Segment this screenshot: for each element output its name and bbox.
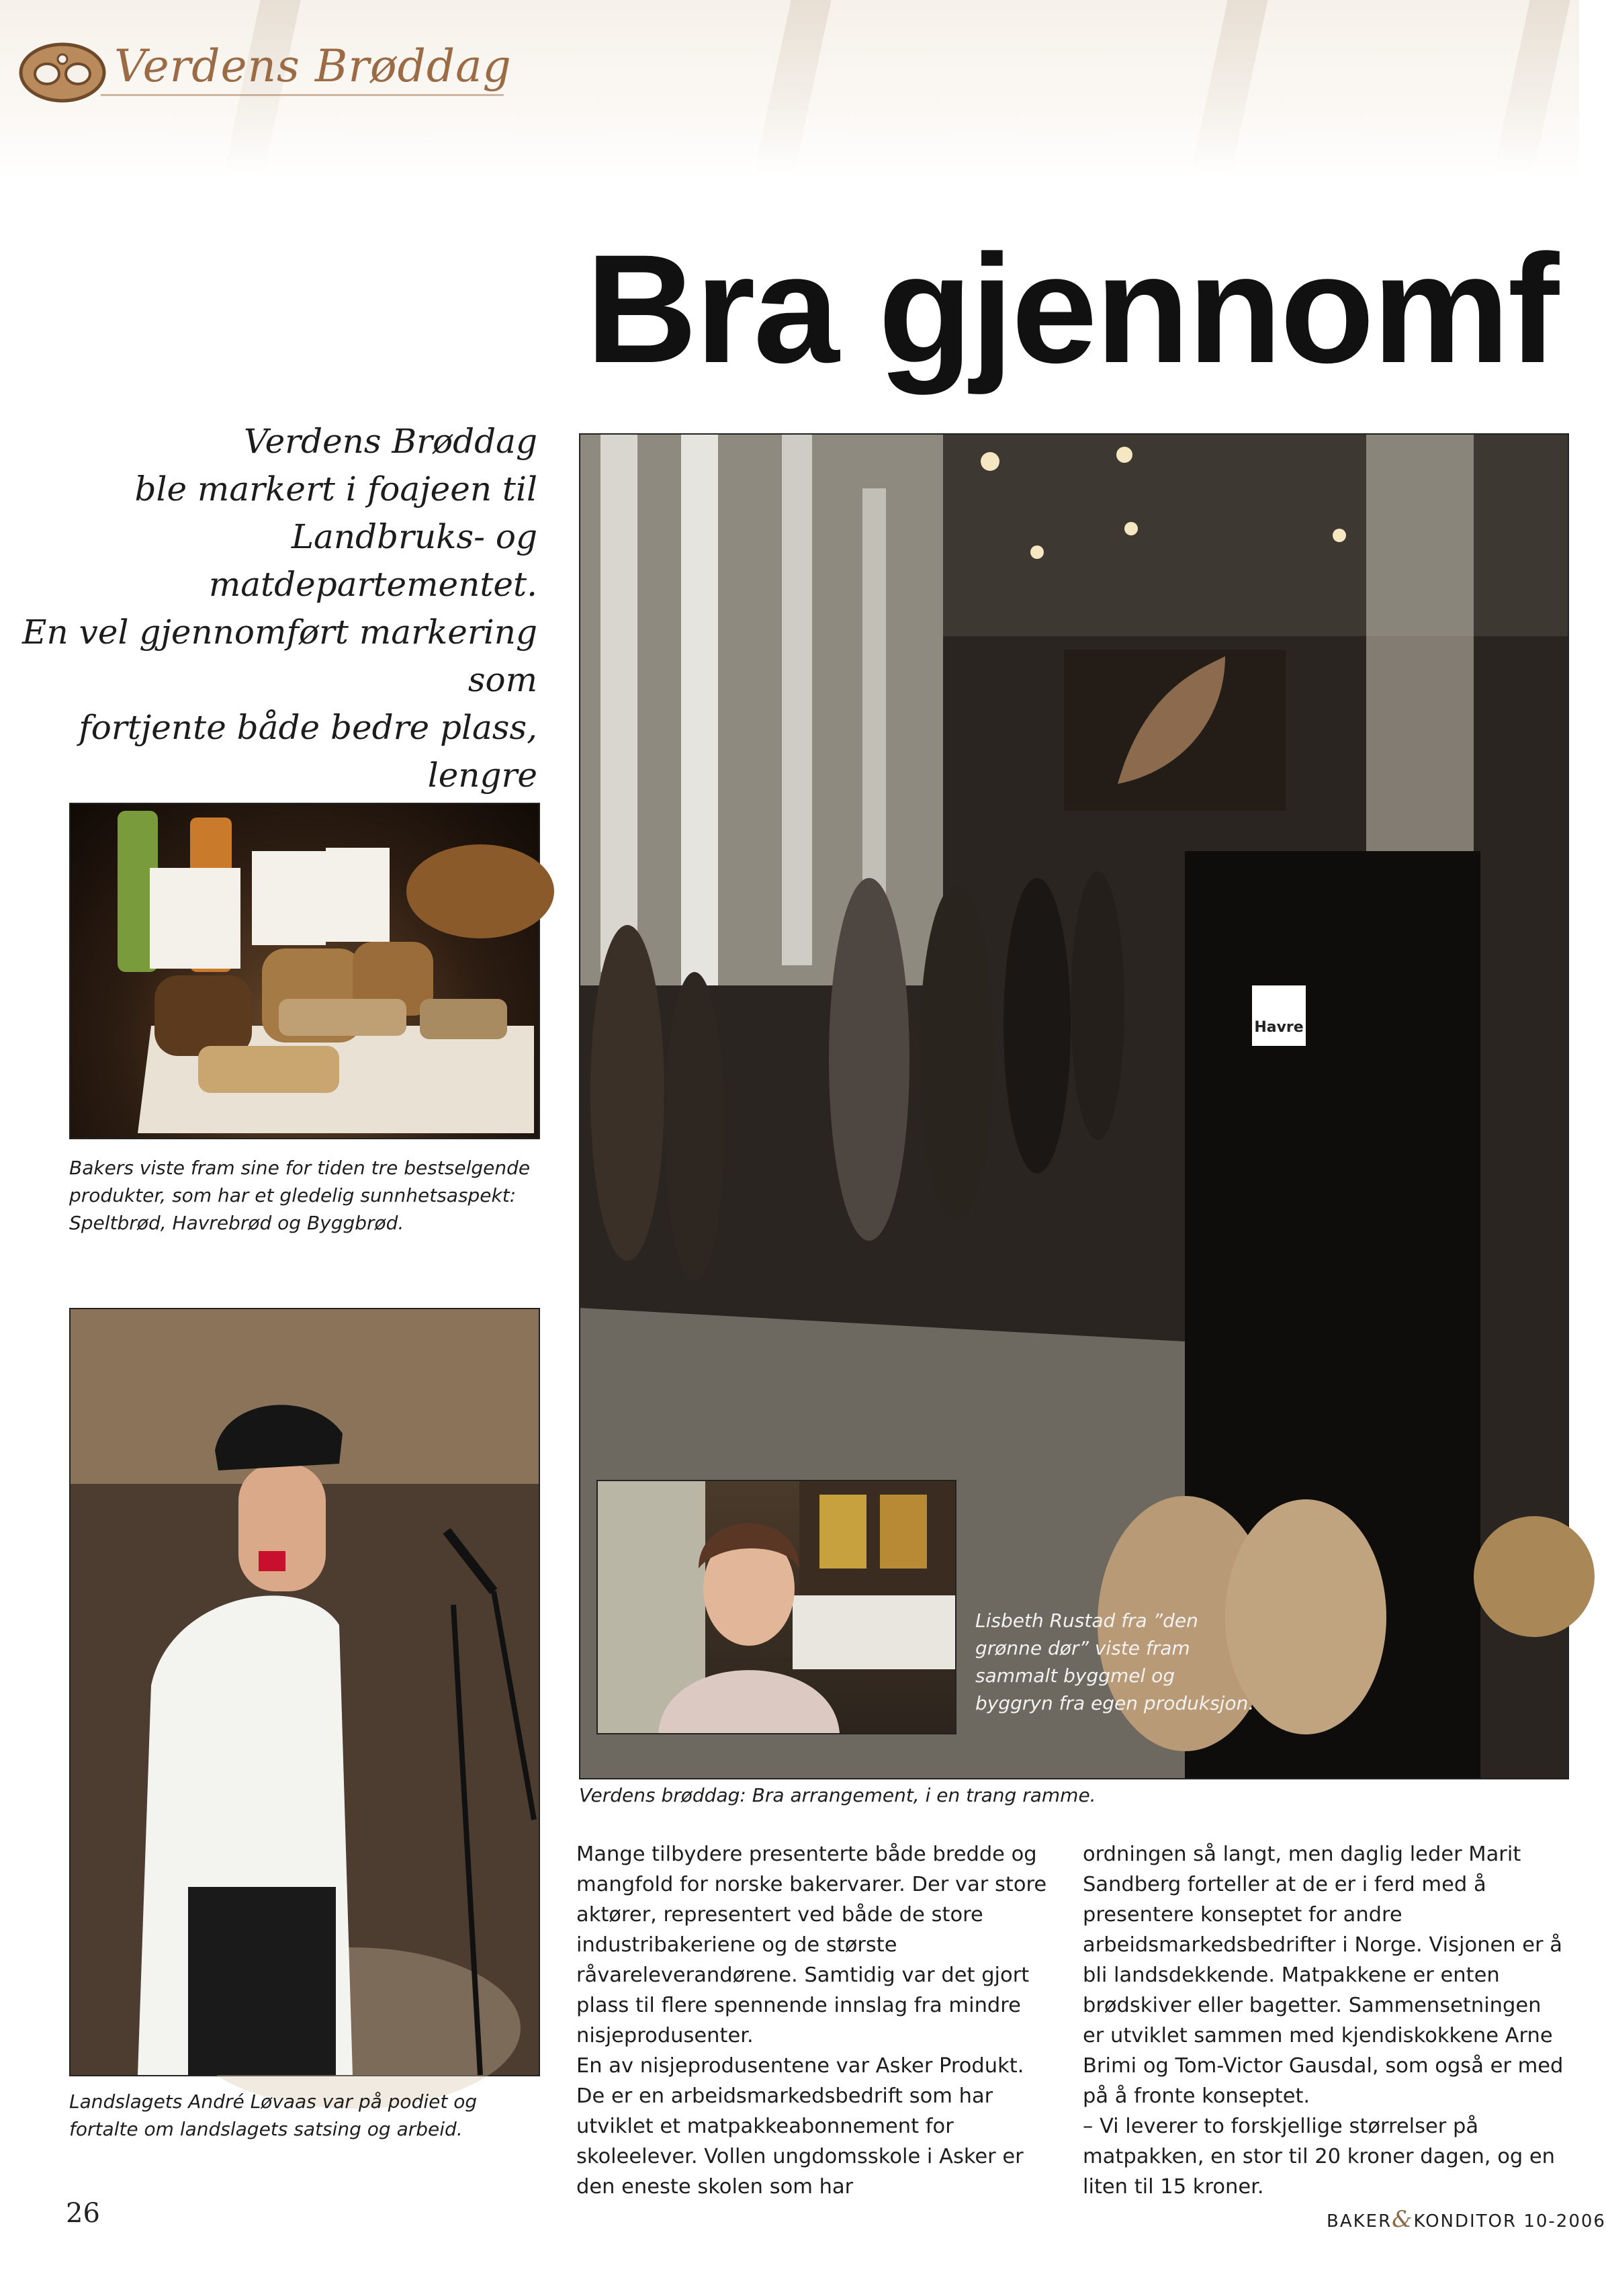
intro-line: Landbruks- og matdepartementet. xyxy=(208,517,537,604)
lisbeth-illustration xyxy=(598,1481,955,1733)
chef-illustration xyxy=(71,1309,539,2075)
page-number: 26 xyxy=(66,2198,100,2229)
intro-line: En vel gjennomført markering som xyxy=(22,613,537,699)
magazine-footer xyxy=(1327,2206,1606,2233)
body-column-left xyxy=(576,1839,1053,2202)
body-paragraph: – Vi leverer to forskjellige størrelser på matpakken, en stor til 20 kroner dagen, og en liten til 15 kroner. xyxy=(1083,2115,1556,2199)
caption-lisbeth-rustad: Lisbeth Rustad fra ”den grønne dør” viste fram sammalt byggmel og byggryn fra egen produksjon. xyxy=(975,1609,1255,1714)
magazine-issue: KONDITOR 10-2006 xyxy=(1413,2211,1606,2232)
magazine-ampersand: & xyxy=(1392,2206,1414,2233)
section-label: Verdens Brøddag xyxy=(114,40,512,92)
header-decoration xyxy=(1492,0,1570,175)
caption-chef-podium: Landslagets André Løvaas var på podiet og fortalte om landslagets satsing og arbeid. xyxy=(69,2090,478,2140)
body-paragraph: ordningen så langt, men daglig leder Marit Sandberg forteller at de er i ferd med å presentere konseptet for andre arbeidsmarkedsbedrifter i Norge. Visjonen er å bli landsdekkende. Matpakkene er enten brødskiver eller bagetter. Sammensetningen er utviklet sammen med kjendiskokkene Arne Brimi og Tom-Victor Gausdal, som også er med på å fronte konseptet. xyxy=(1083,1843,1564,2108)
intro-line: fortjente både bedre plass, lengre xyxy=(79,708,537,795)
article-intro xyxy=(13,418,537,847)
body-paragraph: En av nisjeprodusentene var Asker Produkt. De er en arbeidsmarkedsbedrift som har utviklet et matpakkeabonnement for skoleelever. Vollen ungdomsskole i Asker er den eneste skolen som har xyxy=(576,2054,1024,2199)
magazine-name-left: BAKER xyxy=(1327,2211,1392,2232)
caption-exhibition-hall: Verdens brøddag: Bra arrangement, i en trang ramme. xyxy=(579,1784,1096,1806)
body-column-right xyxy=(1083,1839,1566,2202)
section-divider xyxy=(101,94,504,96)
photo-bread-display xyxy=(69,803,540,1139)
article-headline: Bra gjennomf xyxy=(586,222,1558,395)
photo-chef-podium xyxy=(69,1308,540,2076)
intro-line: ble markert i foajeen til xyxy=(134,470,537,509)
header-decoration xyxy=(754,0,831,175)
caption-bread-display: Bakers viste fram sine for tiden tre bestselgende produkter, som har et gledelig sunnhetsaspekt: Speltbrød, Havrebrød og Byggbrød. xyxy=(69,1157,531,1234)
havre-sign-label: Havre xyxy=(1254,1019,1304,1036)
header-decoration xyxy=(1190,0,1267,175)
pretzel-logo-icon xyxy=(12,34,113,107)
bread-illustration xyxy=(71,804,539,1138)
intro-line: Verdens Brøddag xyxy=(244,422,537,461)
photo-lisbeth-rustad xyxy=(596,1480,956,1734)
body-paragraph: Mange tilbydere presenterte både bredde og mangfold for norske bakervarer. Der var store aktører, representert ved både de store industribakeriene og de største råvareleverandørene. Samtidig var det gjort plass til flere spennende innslag fra mindre nisjeprodusenter. xyxy=(576,1843,1047,2047)
